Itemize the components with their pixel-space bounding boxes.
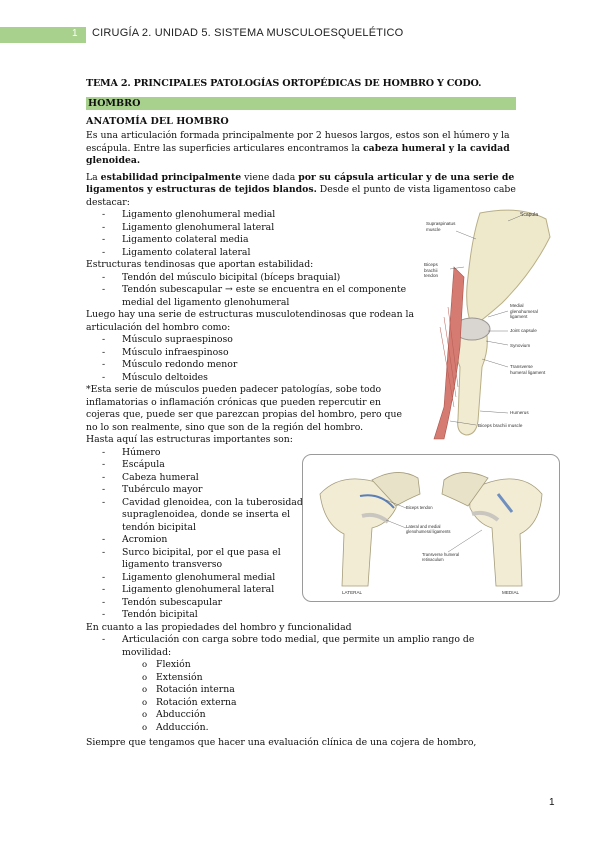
list-item: o Rotación interna [86,684,516,697]
subsection-heading: ANATOMÍA DEL HOMBRO [86,116,229,127]
label-scapula: Scapula [520,212,539,218]
list-item: - Tendón subescapular → este se encuentra en el componente medial del ligamento glenohumeral [86,284,416,309]
label-synovium: Synovium [510,343,531,348]
closing-paragraph: Siempre que tengamos que hacer una evaluación clínica de una cojera de hombro, [86,737,477,748]
shoulder-joints-figure [302,454,560,602]
stability-text-1: La [86,171,101,183]
label-biceps-tendon-2: Biceps tendon [406,505,433,510]
list-item: - Ligamento colateral media [86,234,516,247]
list-item: - Acromion [86,534,318,547]
stability-bold-1: estabilidad principalmente [100,171,242,183]
label-joint-capsule: Joint capsule [510,328,537,333]
stability-paragraph [86,172,516,210]
list-item: - Ligamento glenohumeral lateral [86,584,318,597]
list-item: - Cabeza humeral [86,472,318,485]
important-list [86,447,318,622]
list-item: o Rotación externa [86,697,516,710]
header-title: CIRUGÍA 2. UNIDAD 5. SISTEMA MUSCULOESQUELÉTICO [92,27,404,39]
label-biceps-tendon: Biceps brachii tendon [424,262,439,278]
list-item: - Cavidad glenoidea, con la tuberosidad supraglenoidea, donde se inserta el tendón bicipital [86,497,318,535]
stability-text-2: viene dada [241,171,299,183]
list-item: - Músculo redondo menor [86,359,516,372]
list-item: - Tubérculo mayor [86,484,318,497]
label-transverse-ligament: Transverse humeral ligament [510,364,546,375]
intro-paragraph [86,130,516,168]
label-humerus: Humerus [510,410,529,415]
list-item: - Músculo infraespinoso [86,347,516,360]
intro-text: Es una articulación formada principalmente por 2 huesos largos, estos son el húmero y la escápula. Entre las superficies articulares encontramos la [86,130,510,154]
list-item: - Tendón del músculo bicipital (bíceps braquial) [86,272,416,285]
page-number: 1 [549,797,555,808]
props-intro: En cuanto a las propiedades del hombro y funcionalidad [86,621,352,633]
list-item: - Músculo deltoides [86,372,516,385]
stability-text-3: Desde el punto de vista ligamentoso cabe destacar: [86,184,516,208]
list-item: - Escápula [86,459,318,472]
list-item: - Músculo supraespinoso [86,334,516,347]
list-item: - Articulación con carga sobre todo medial, que permite un amplio rango de movilidad: [86,634,516,659]
tendon-list [86,272,416,310]
label-medial-ligament: Medial glenohumeral ligament [510,303,538,319]
label-medial: MEDIAL [502,590,520,595]
list-item: - Ligamento glenohumeral medial [86,209,516,222]
list-item: o Extensión [86,672,516,685]
note-paragraph: *Esta serie de músculos pueden padecer patologías, sobe todo inflamatorias o inflamación crónicas que pueden repercutir en cojeras que, puede ser que parezcan propias del hombro, pero que no lo son realmente, sino que son de la región del hombro. [86,384,402,433]
list-item: - Ligamento glenohumeral lateral [86,222,516,235]
shoulder-illustration [420,207,552,440]
list-item: - Tendón subescapular [86,597,318,610]
muscle-intro: Luego hay una serie de estructuras musculotendinosas que rodean la articulación del hombro como: [86,309,415,333]
intro-bold: cabeza humeral y la cavidad glenoidea. [86,142,510,166]
section-heading: HOMBRO [86,97,516,110]
label-biceps-muscle: Biceps brachii muscle [478,423,523,428]
list-item: o Abducción [86,709,516,722]
list-item: - Ligamento glenohumeral medial [86,572,318,585]
list-item: o Adducción. [86,722,516,735]
label-supraspinatus: Supraspinatus muscle [426,221,456,232]
list-item: - Húmero [86,447,318,460]
list-item: - Ligamento colateral lateral [86,247,516,260]
tendinous-intro: Estructuras tendinosas que aportan estabilidad: [86,259,314,270]
shoulder-anatomy-figure [420,207,552,440]
label-glenohumeral-ligaments: Lateral and medial glenohumeral ligaments [406,524,451,534]
props-list [86,634,516,659]
label-transverse-retinaculum: Transverse humeral retinaculum [422,552,460,562]
important-intro: Hasta aquí las estructuras importantes son: [86,434,293,445]
movement-list [86,659,516,734]
list-item: - Surco bicipital, por el que pasa el ligamento transverso [86,547,318,572]
topic-title: TEMA 2. PRINCIPALES PATOLOGÍAS ORTOPÉDICAS DE HOMBRO Y CODO. [86,78,482,89]
label-lateral: LATERAL [342,590,363,595]
header-page-badge: 1 [72,28,78,39]
list-item: o Flexión [86,659,516,672]
stability-bold-2: por su cápsula articular y de una serie de ligamentos y estructuras de tejidos blandos. [86,171,515,195]
list-item: - Tendón bicipital [86,609,318,622]
